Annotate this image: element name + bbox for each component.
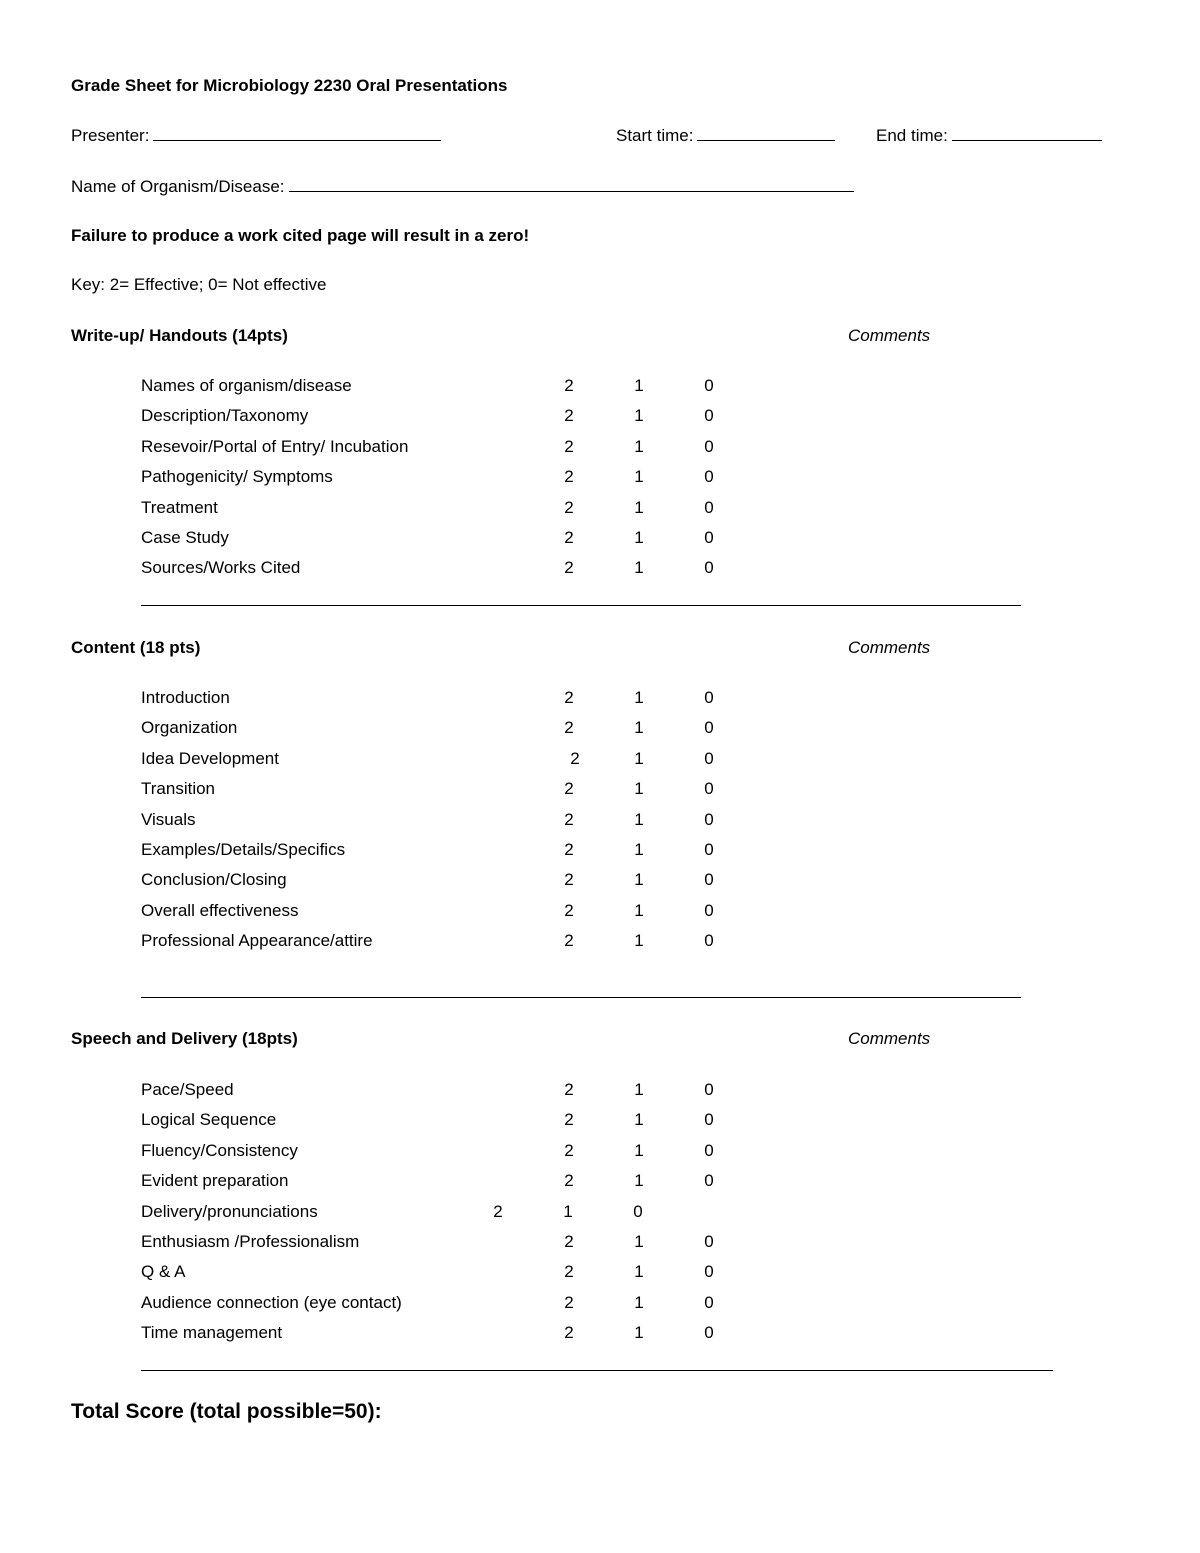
start-time-blank[interactable] (697, 126, 835, 141)
score-option-0[interactable]: 0 (704, 528, 714, 547)
rubric-row (141, 406, 841, 426)
score-option-1[interactable]: 1 (634, 528, 644, 547)
score-option-0[interactable]: 0 (633, 1201, 643, 1221)
rubric-item-label: Evident preparation (141, 1171, 289, 1191)
score-option-2[interactable]: 2 (564, 1323, 574, 1343)
rubric-row (141, 558, 841, 578)
rubric-row (141, 688, 841, 708)
score-option-0[interactable]: 0 (704, 900, 714, 920)
score-option-0[interactable]: 0 (704, 1262, 714, 1282)
rubric-item-label: Resevoir/Portal of Entry/ Incubation (141, 436, 409, 456)
score-option-1[interactable]: 1 (634, 840, 644, 859)
key-text: Key: 2= Effective; 0= Not effective (71, 275, 327, 294)
rubric-item-label: Introduction (141, 688, 230, 707)
rubric-row (141, 1262, 841, 1282)
score-option-1[interactable]: 1 (634, 1262, 644, 1282)
rubric-row (141, 1232, 841, 1252)
score-option-2[interactable]: 2 (493, 1201, 503, 1221)
score-option-1[interactable]: 1 (634, 870, 644, 890)
score-option-2[interactable]: 2 (564, 497, 574, 517)
rubric-item-label: Q & A (141, 1262, 186, 1282)
rubric-row (141, 1171, 841, 1191)
rubric-row (141, 376, 841, 396)
score-option-2[interactable]: 2 (564, 406, 574, 426)
score-option-1[interactable]: 1 (634, 376, 644, 395)
section-heading-content: Content (18 pts) (71, 638, 201, 657)
score-option-0[interactable]: 0 (704, 718, 714, 738)
score-option-1[interactable]: 1 (634, 558, 644, 578)
rubric-row (141, 870, 841, 890)
score-option-2[interactable]: 2 (564, 376, 574, 395)
section-divider (141, 997, 1021, 998)
score-option-0[interactable]: 0 (704, 1323, 714, 1343)
score-option-0[interactable]: 0 (704, 931, 714, 951)
presenter-field[interactable] (71, 126, 441, 144)
page-title: Grade Sheet for Microbiology 2230 Oral Presentations (71, 76, 508, 95)
rubric-row (141, 467, 841, 487)
score-option-0[interactable]: 0 (704, 497, 714, 517)
rubric-row (141, 779, 841, 799)
score-option-0[interactable]: 0 (704, 748, 714, 768)
rubric-row (141, 1293, 841, 1313)
score-option-0[interactable]: 0 (704, 1110, 714, 1130)
score-option-2[interactable]: 2 (564, 1080, 574, 1099)
rubric-row (141, 840, 841, 860)
rubric-item-label: Organization (141, 718, 238, 738)
warning-text: Failure to produce a work cited page will result in a zero! (71, 226, 530, 245)
section-divider (141, 605, 1021, 606)
score-option-2[interactable]: 2 (564, 1171, 574, 1191)
rubric-item-label: Conclusion/Closing (141, 870, 287, 890)
rubric-row (141, 749, 841, 769)
rubric-item-label: Idea Development (141, 748, 279, 768)
rubric-item-label: Visuals (141, 809, 196, 829)
score-option-0[interactable]: 0 (704, 1292, 714, 1312)
score-option-0[interactable]: 0 (704, 840, 714, 859)
rubric-row (141, 718, 841, 738)
rubric-item-label: Logical Sequence (141, 1110, 277, 1130)
rubric-row (141, 437, 841, 457)
presenter-label: Presenter: (71, 126, 150, 145)
comments-label: Comments (848, 326, 931, 345)
rubric-row (141, 810, 841, 830)
rubric-row (141, 931, 841, 951)
start-time-label: Start time: (616, 126, 694, 145)
score-option-0[interactable]: 0 (704, 688, 714, 707)
score-option-2[interactable]: 2 (564, 931, 574, 951)
score-option-0[interactable]: 0 (704, 467, 714, 487)
organism-field[interactable] (71, 177, 854, 195)
score-option-1[interactable]: 1 (634, 1110, 644, 1130)
score-option-1[interactable]: 1 (634, 1232, 644, 1251)
score-option-1[interactable]: 1 (634, 779, 644, 799)
total-score-label: Total Score (total possible=50): (71, 1400, 382, 1423)
score-option-0[interactable]: 0 (704, 870, 714, 890)
score-option-1[interactable]: 1 (634, 931, 644, 951)
rubric-item-label: Enthusiasm /Professionalism (141, 1232, 360, 1251)
rubric-item-label: Overall effectiveness (141, 900, 299, 920)
score-option-2[interactable]: 2 (564, 467, 574, 487)
rubric-item-label: Case Study (141, 528, 229, 547)
score-option-2[interactable]: 2 (564, 1292, 574, 1312)
score-option-1[interactable]: 1 (634, 718, 644, 738)
score-option-0[interactable]: 0 (704, 1171, 714, 1191)
rubric-item-label: Names of organism/disease (141, 376, 352, 395)
comments-label: Comments (848, 638, 931, 657)
presenter-blank[interactable] (153, 126, 441, 141)
rubric-item-label: Description/Taxonomy (141, 406, 309, 426)
score-option-2[interactable]: 2 (564, 436, 574, 456)
score-option-1[interactable]: 1 (634, 406, 644, 426)
end-time-label: End time: (876, 126, 948, 145)
score-option-1[interactable]: 1 (634, 748, 644, 768)
rubric-item-label: Pace/Speed (141, 1080, 234, 1099)
rubric-row (141, 1080, 841, 1100)
rubric-item-label: Time management (141, 1323, 283, 1343)
score-option-2[interactable]: 2 (564, 809, 574, 829)
organism-blank[interactable] (289, 177, 854, 192)
score-option-1[interactable]: 1 (634, 1292, 644, 1312)
rubric-item-label: Pathogenicity/ Symptoms (141, 467, 333, 487)
score-option-1[interactable]: 1 (634, 1080, 644, 1099)
score-option-0[interactable]: 0 (704, 1140, 714, 1160)
score-option-2[interactable]: 2 (564, 1140, 574, 1160)
rubric-item-label: Examples/Details/Specifics (141, 840, 346, 859)
score-option-1[interactable]: 1 (634, 436, 644, 456)
rubric-item-label: Treatment (141, 497, 218, 517)
start-time-field[interactable] (616, 126, 835, 144)
rubric-row (141, 901, 841, 921)
score-option-2[interactable]: 2 (564, 688, 574, 707)
score-option-1[interactable]: 1 (634, 809, 644, 829)
score-option-2[interactable]: 2 (564, 840, 574, 859)
score-option-1[interactable]: 1 (634, 688, 644, 707)
rubric-item-label: Sources/Works Cited (141, 558, 301, 578)
rubric-row (141, 1202, 841, 1222)
score-option-0[interactable]: 0 (704, 406, 714, 426)
rubric-row (141, 498, 841, 518)
score-option-0[interactable]: 0 (704, 779, 714, 799)
rubric-item-label: Transition (141, 779, 216, 799)
score-option-2[interactable]: 2 (570, 748, 580, 768)
score-option-1[interactable]: 1 (634, 1140, 644, 1160)
section-divider (141, 1370, 1053, 1371)
score-option-0[interactable]: 0 (704, 1080, 714, 1099)
score-option-2[interactable]: 2 (564, 1262, 574, 1282)
rubric-item-label: Delivery/pronunciations (141, 1201, 318, 1221)
end-time-field[interactable] (876, 126, 1102, 144)
score-option-2[interactable]: 2 (564, 870, 574, 890)
score-option-2[interactable]: 2 (564, 528, 574, 547)
score-option-1[interactable]: 1 (634, 497, 644, 517)
rubric-row (141, 528, 841, 548)
score-option-0[interactable]: 0 (704, 436, 714, 456)
rubric-item-label: Professional Appearance/attire (141, 931, 373, 951)
score-option-1[interactable]: 1 (563, 1201, 573, 1221)
section-heading-writeup: Write-up/ Handouts (14pts) (71, 326, 288, 345)
rubric-row (141, 1110, 841, 1130)
score-option-0[interactable]: 0 (704, 1232, 714, 1251)
score-option-2[interactable]: 2 (564, 900, 574, 920)
end-time-blank[interactable] (952, 126, 1102, 141)
score-option-0[interactable]: 0 (704, 376, 714, 395)
score-option-2[interactable]: 2 (564, 718, 574, 738)
rubric-row (141, 1323, 841, 1343)
score-option-2[interactable]: 2 (564, 558, 574, 578)
comments-label: Comments (848, 1029, 931, 1048)
score-option-1[interactable]: 1 (634, 467, 644, 487)
score-option-0[interactable]: 0 (704, 558, 714, 578)
rubric-row (141, 1141, 841, 1161)
score-option-2[interactable]: 2 (564, 1232, 574, 1251)
rubric-item-label: Audience connection (eye contact) (141, 1292, 402, 1312)
score-option-2[interactable]: 2 (564, 779, 574, 799)
organism-label: Name of Organism/Disease: (71, 177, 285, 196)
rubric-item-label: Fluency/Consistency (141, 1140, 298, 1160)
section-heading-speech: Speech and Delivery (18pts) (71, 1029, 298, 1048)
score-option-2[interactable]: 2 (564, 1110, 574, 1130)
score-option-1[interactable]: 1 (634, 1171, 644, 1191)
score-option-0[interactable]: 0 (704, 809, 714, 829)
score-option-1[interactable]: 1 (634, 900, 644, 920)
score-option-1[interactable]: 1 (634, 1323, 644, 1343)
